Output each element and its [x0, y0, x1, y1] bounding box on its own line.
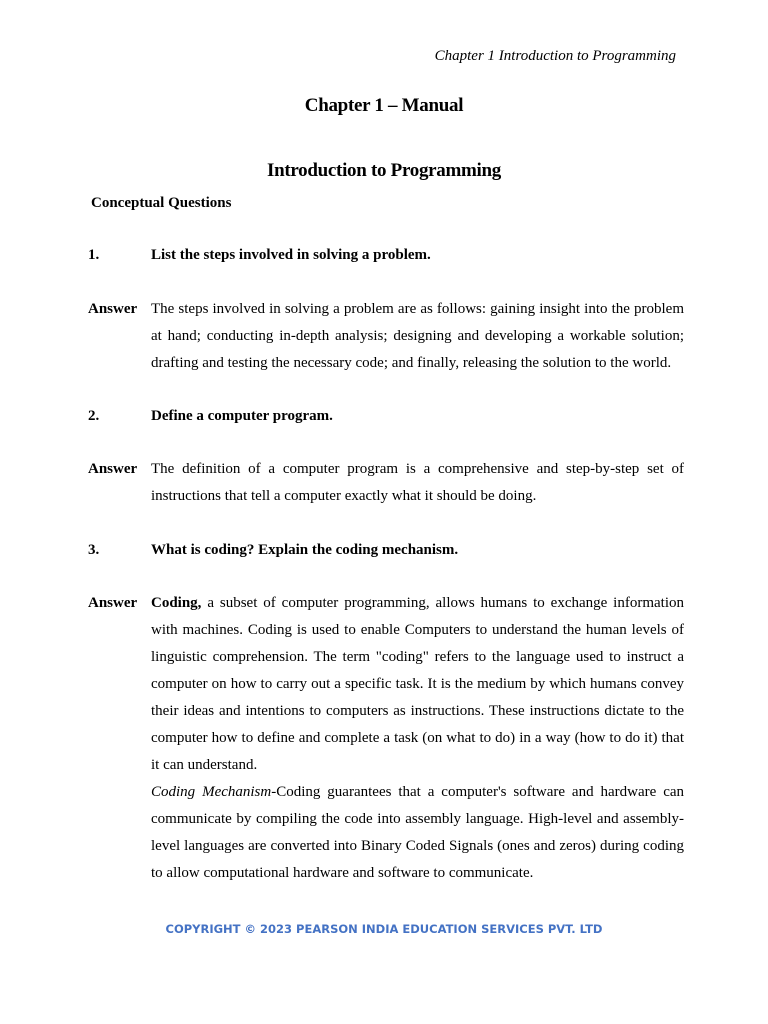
answer-2 [88, 456, 684, 510]
answer-text: The definition of a computer program is a comprehensive and step-by-step set of instructions that tell a computer exactly what it should be doing. [151, 461, 684, 504]
question-3 [88, 537, 684, 564]
question-number: 1. [88, 247, 100, 263]
question-2 [88, 403, 684, 430]
section-heading: Conceptual Questions [91, 195, 232, 211]
question-text: Define a computer program. [151, 408, 333, 424]
coding-paragraph [151, 590, 684, 779]
question-number: 3. [88, 542, 100, 558]
chapter-title: Chapter 1 – Manual [304, 95, 464, 116]
answer-3 [88, 590, 684, 887]
question-text: List the steps involved in solving a problem. [151, 247, 431, 263]
answer-text [151, 590, 684, 887]
question-text: What is coding? Explain the coding mechanism. [151, 542, 459, 558]
answer-label: Answer [88, 461, 138, 477]
mechanism-definition: -Coding guarantees that a computer's software and hardware can communicate by compiling the code into assembly language. High-level and assembly-level languages are converted into Binary Coded Signals (ones and zeros) during coding to allow computational hardware and software to communicate. [151, 784, 685, 881]
question-1 [88, 242, 684, 269]
mechanism-paragraph [151, 779, 684, 887]
coding-term: Coding, [151, 595, 202, 611]
answer-1 [88, 296, 684, 377]
coding-definition: a subset of computer programming, allows humans to exchange information with machines. Coding is used to enable Computers to understand the human levels of linguistic comprehension. The term "coding" refers to the language used to instruct a computer on how to carry out a specific task. It is the medium by which humans convey their ideas and intentions to computers as instructions. These instructions dictate to the computer how to define and complete a task (on what to do) in a way (how to do it) that it can understand. [151, 595, 684, 773]
copyright-footer: COPYRIGHT © 2023 PEARSON INDIA EDUCATION SERVICES PVT. LTD [165, 922, 603, 936]
running-header: Chapter 1 Introduction to Programming [434, 48, 676, 64]
mechanism-term: Coding Mechanism [151, 784, 272, 800]
question-number: 2. [88, 408, 100, 424]
answer-text: The steps involved in solving a problem are as follows: gaining insight into the problem at hand; conducting in-depth analysis; designing and developing a workable solution; drafting and testing the necessary code; and finally, releasing the solution to the world. [151, 301, 684, 371]
answer-label: Answer [88, 301, 138, 317]
answer-label: Answer [88, 595, 138, 611]
chapter-subtitle: Introduction to Programming [267, 160, 501, 181]
